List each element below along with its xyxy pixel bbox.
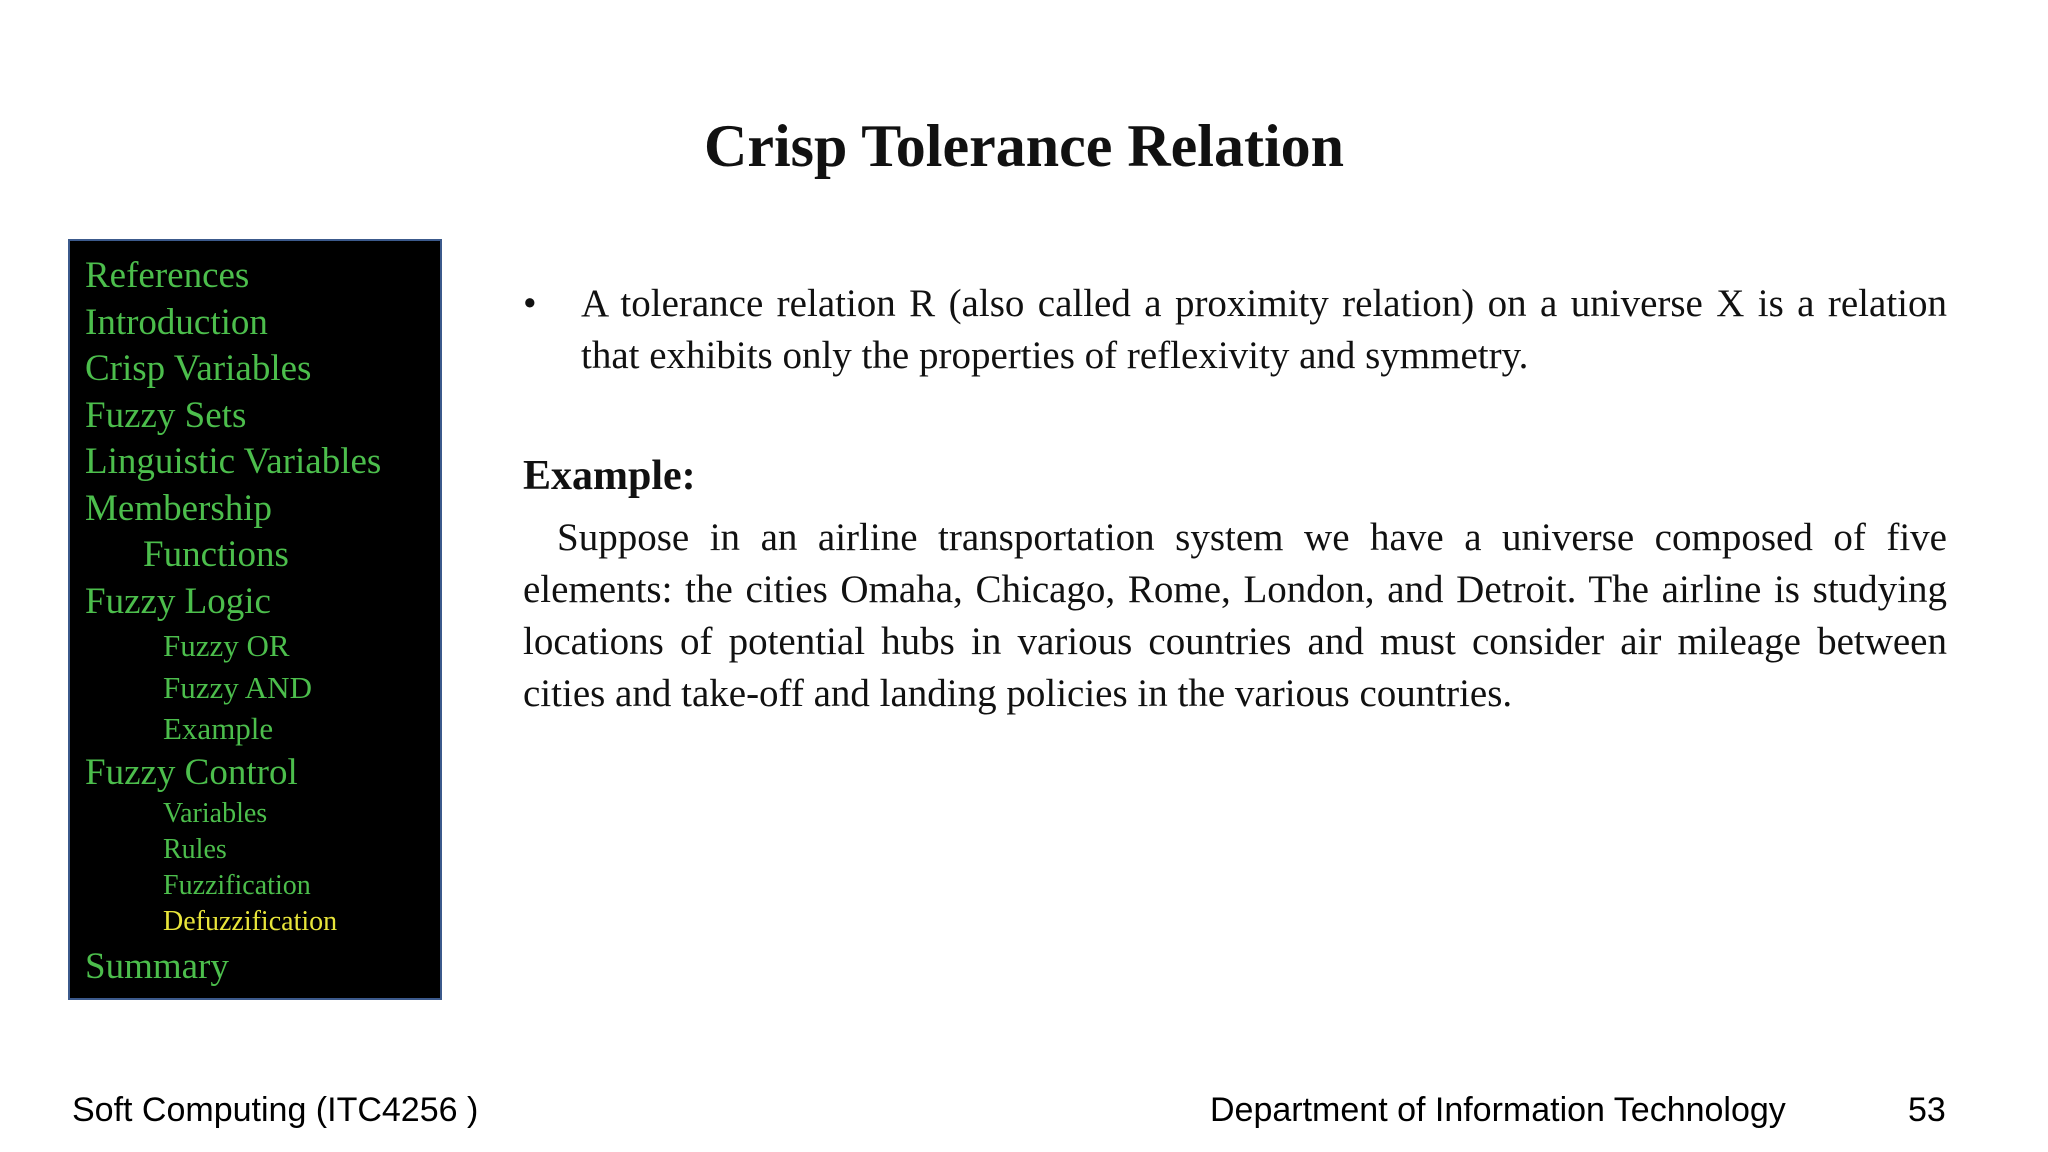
nav-subitem-rules[interactable]: Rules — [163, 834, 227, 865]
nav-item-fuzzy-control[interactable]: Fuzzy Control — [85, 751, 298, 793]
nav-subitem-fuzzy-or[interactable]: Fuzzy OR — [163, 628, 290, 663]
nav-item-introduction[interactable]: Introduction — [85, 301, 268, 343]
nav-item-summary[interactable]: Summary — [85, 946, 229, 987]
nav-item-references[interactable]: References — [85, 255, 250, 296]
example-paragraph: Suppose in an airline transportation system we have a universe composed of five elements: the cities Omaha, Chicago, Rome, London, and Detroit. The airline is studying locations of potential hubs in various countries and must consider air mileage between cities and take-off and landing policies in the various countries. — [523, 516, 1947, 715]
nav-item-membership-functions[interactable]: Functions — [143, 534, 289, 575]
nav-subitem-fuzzy-and[interactable]: Fuzzy AND — [163, 669, 312, 705]
slide-content — [523, 278, 1947, 720]
nav-subitem-example[interactable]: Example — [163, 711, 274, 746]
footer-course: Soft Computing (ITC4256 ) — [72, 1091, 479, 1129]
bullet-point — [523, 278, 1947, 382]
nav-item-membership[interactable]: Membership — [85, 487, 273, 529]
slide-title: Crisp Tolerance Relation — [704, 113, 1344, 179]
nav-item-fuzzy-logic[interactable]: Fuzzy Logic — [85, 580, 271, 622]
nav-item-fuzzy-sets[interactable]: Fuzzy Sets — [85, 394, 247, 436]
bullet-text: A tolerance relation R (also called a proximity relation) on a universe X is a relation that exhibits only the properties of reflexivity and symmetry. — [581, 282, 1947, 377]
nav-item-linguistic-variables[interactable]: Linguistic Variables — [85, 441, 382, 482]
nav-item-crisp-variables[interactable]: Crisp Variables — [85, 348, 312, 389]
footer-department: Department of Information Technology — [1210, 1091, 1786, 1129]
nav-subitem-variables[interactable]: Variables — [163, 798, 268, 829]
page-number: 53 — [1908, 1091, 1946, 1129]
topic-navigation-panel — [68, 239, 442, 1000]
bullet-icon: • — [523, 282, 537, 325]
nav-subitem-defuzzification[interactable]: Defuzzification — [163, 906, 338, 937]
example-heading: Example: — [523, 453, 696, 499]
nav-subitem-fuzzification[interactable]: Fuzzification — [163, 870, 311, 901]
